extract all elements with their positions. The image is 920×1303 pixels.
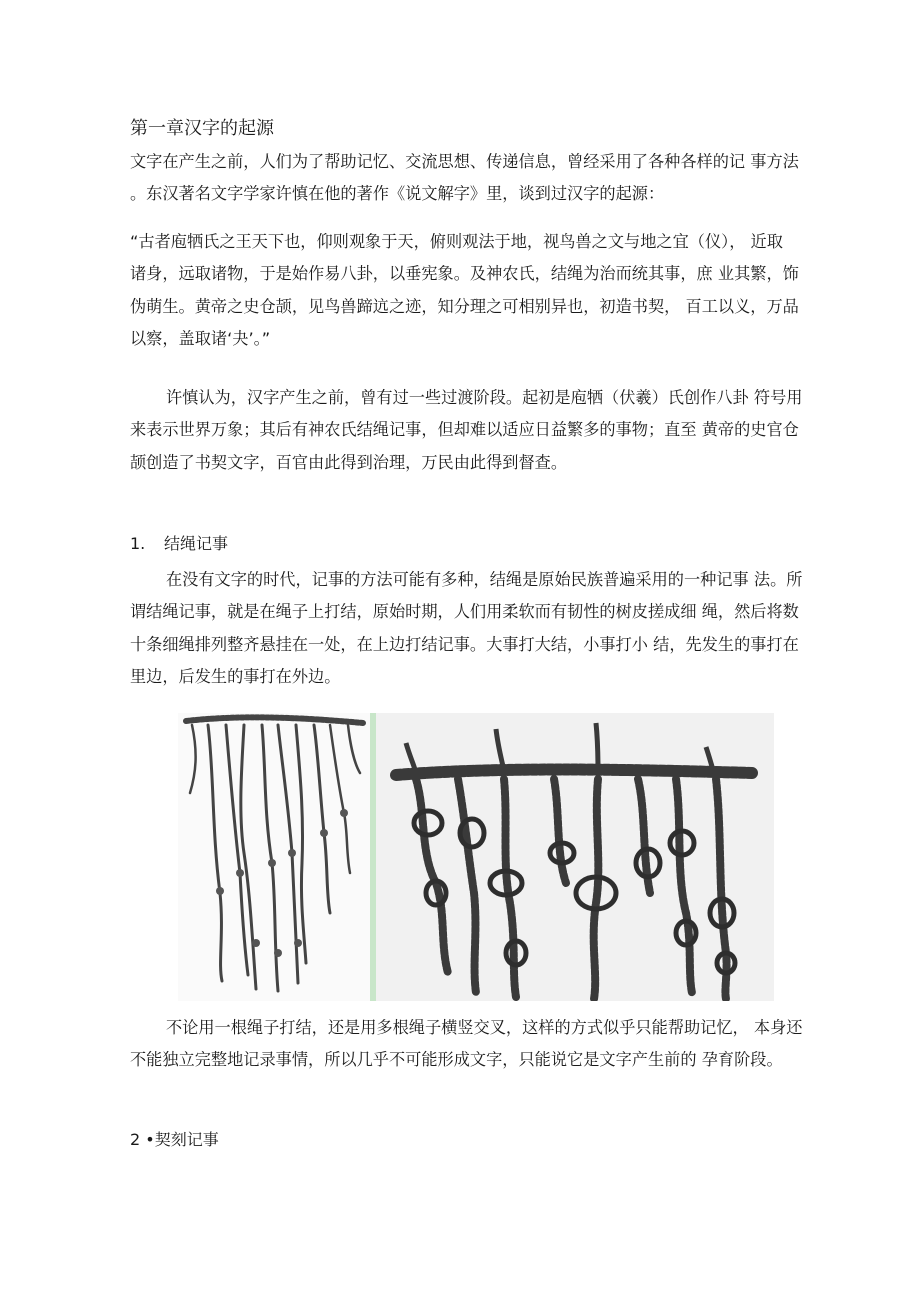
section-number: 1. — [130, 534, 146, 553]
knotted-cords-figure — [178, 713, 774, 1001]
quote-paragraph — [130, 226, 810, 356]
knotted-rope-illustration — [376, 713, 774, 1001]
text-line: 诸身，远取诸物，于是始作易八卦，以垂宪象。及神农氏，结绳为治而统其事，庶 业其繁，饰 — [130, 264, 799, 284]
text-line: 十条细绳排列整齐悬挂在一处，在上边打结记事。大事打大结，小事打小 结，先发生的事打在 — [130, 634, 799, 654]
text-line: 不论用一根绳子打结，还是用多根绳子横竖交叉，这样的方式似乎只能帮助记忆， 本身还 — [166, 1018, 803, 1037]
section-title: 结绳记事 — [164, 534, 229, 553]
text-line: 。东汉著名文字学家许慎在他的著作《说文解字》里，谈到过汉字的起源： — [130, 184, 665, 204]
knotted-cords-paragraph — [130, 564, 810, 694]
text-line: 颉创造了书契文字，百官由此得到治理，万民由此得到督查。 — [130, 452, 568, 472]
text-line: 里边，后发生的事打在外边。 — [130, 667, 341, 687]
text-line: 谓结绳记事，就是在绳子上打结，原始时期，人们用柔软而有韧性的树皮搓成细 绳，然后将数 — [130, 602, 799, 622]
text-line: 以察，盖取诸‘夬’。” — [130, 329, 271, 349]
text-line: 在没有文字的时代，记事的方法可能有多种，结绳是原始民族普遍采用的一种记事 法。所 — [166, 570, 803, 589]
text-line: 来表示世界万象；其后有神农氏结绳记事，但却难以适应日益繁多的事物；直至 黄帝的史官仓 — [130, 420, 799, 440]
knotted-cords-closing-paragraph — [130, 1012, 810, 1077]
text-line: “古者庖牺氏之王天下也，仰则观象于天，俯则观法于地，视鸟兽之文与地之宜（仪）， 近取 — [130, 232, 783, 251]
text-line: 许慎认为，汉字产生之前，曾有过一些过渡阶段。起初是庖牺（伏羲）氏创作八卦 符号用 — [166, 388, 803, 407]
section-heading-carved-notches: 2 •契刻记事 — [130, 1130, 219, 1149]
text-line: 不能独立完整地记录事情，所以几乎不可能形成文字，只能说它是文字产生前的 孕育阶段。 — [130, 1050, 783, 1070]
commentary-paragraph — [130, 382, 810, 479]
hanging-cords-illustration — [178, 713, 370, 1001]
chapter-title: 第一章汉字的起源 — [130, 118, 274, 139]
section-heading-knotted-cords — [130, 533, 228, 555]
text-line: 文字在产生之前，人们为了帮助记忆、交流思想、传递信息，曾经采用了各种各样的记 事方法 — [130, 152, 799, 171]
intro-paragraph — [130, 146, 810, 211]
text-line: 伪萌生。黄帝之史仓颉，见鸟兽蹄迒之迹，知分理之可相别异也，初造书契， 百工以义，万品 — [130, 296, 799, 316]
